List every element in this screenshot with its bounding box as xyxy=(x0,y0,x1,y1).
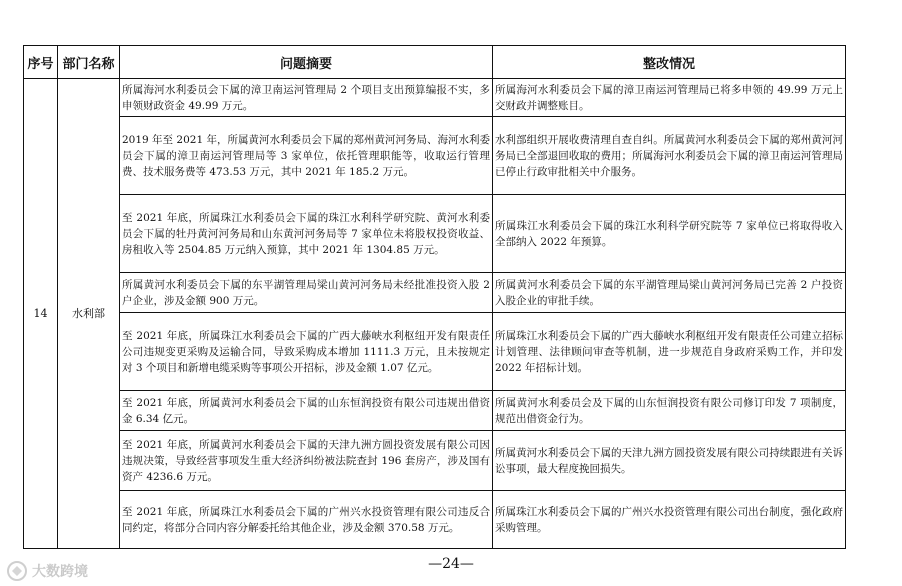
issue-cell: 至 2021 年底，所属黄河水利委员会下属的山东恒润投资有限公司违规出借资金 6.34 亿元。 xyxy=(120,391,493,431)
rectify-cell: 所属珠江水利委员会下属的广州兴水投资管理有限公司出台制度，强化政府采购管理。 xyxy=(493,491,846,549)
header-seq: 序号 xyxy=(24,46,58,79)
issue-cell: 至 2021 年底，所属珠江水利委员会下属的广西大藤峡水利枢纽开发有限责任公司违规变更采购及运输合同，导致采购成本增加 1111.3 万元，且未按规定对 3 个项目和新增电缆采购等事项公开招标，涉及金额 1.07 亿元。 xyxy=(120,313,493,391)
table-row xyxy=(24,273,846,313)
issue-cell: 至 2021 年底，所属珠江水利委员会下属的广州兴水投资管理有限公司违反合同约定，将部分合同内容分解委托给其他企业，涉及金额 370.58 万元。 xyxy=(120,491,493,549)
seq-cell: 14 xyxy=(24,79,58,549)
issue-cell: 至 2021 年底，所属黄河水利委员会下属的天津九洲方圆投资发展有限公司因违规决策，导致经营事项发生重大经济纠纷被法院查封 196 套房产，涉及国有资产 4236.6 万元。 xyxy=(120,431,493,491)
rectification-table xyxy=(23,45,846,549)
watermark-logo-icon xyxy=(6,560,28,582)
table-row xyxy=(24,79,846,117)
header-dept: 部门名称 xyxy=(58,46,120,79)
rectify-cell: 所属珠江水利委员会下属的珠江水利科学研究院等 7 家单位已将取得收入全部纳入 2022 年预算。 xyxy=(493,195,846,273)
rectify-cell: 所属黄河水利委员会及下属的山东恒润投资有限公司修订印发 7 项制度，规范出借资金行为。 xyxy=(493,391,846,431)
table-row xyxy=(24,491,846,549)
table-row xyxy=(24,313,846,391)
rectify-cell: 所属黄河水利委员会下属的天津九洲方圆投资发展有限公司持续跟进有关诉讼事项，最大程度挽回损失。 xyxy=(493,431,846,491)
rectify-cell: 所属黄河水利委员会下属的东平湖管理局梁山黄河河务局已完善 2 户投资入股企业的审批手续。 xyxy=(493,273,846,313)
watermark-text: 大数跨境 xyxy=(32,564,88,580)
page-number: —24— xyxy=(428,556,474,572)
table-row xyxy=(24,431,846,491)
watermark xyxy=(6,560,88,582)
header-issue: 问题摘要 xyxy=(120,46,493,79)
issue-cell: 所属黄河水利委员会下属的东平湖管理局梁山黄河河务局未经批准投资入股 2 户企业，涉及金额 900 万元。 xyxy=(120,273,493,313)
table-header-row xyxy=(24,46,846,79)
table-row xyxy=(24,391,846,431)
dept-cell: 水利部 xyxy=(58,79,120,549)
rectify-cell: 所属珠江水利委员会下属的广西大藤峡水利枢纽开发有限责任公司建立招标计划管理、法律顾问审查等机制，进一步规范自身政府采购工作，并印发 2022 年招标计划。 xyxy=(493,313,846,391)
table-row xyxy=(24,117,846,195)
table-row xyxy=(24,195,846,273)
issue-cell: 所属海河水利委员会下属的漳卫南运河管理局 2 个项目支出预算编报不实，多申领财政资金 49.99 万元。 xyxy=(120,79,493,117)
issue-cell: 至 2021 年底，所属珠江水利委员会下属的珠江水利科学研究院、黄河水利委员会下属的牡丹黄河河务局和山东黄河河务局等 7 家单位未将股权投资收益、房租收入等 2504.85 万元纳入预算，其中 2021 年 1304.85 万元。 xyxy=(120,195,493,273)
rectify-cell: 所属海河水利委员会下属的漳卫南运河管理局已将多申领的 49.99 万元上交财政并调整账目。 xyxy=(493,79,846,117)
header-rectify: 整改情况 xyxy=(493,46,846,79)
issue-cell: 2019 年至 2021 年，所属黄河水利委员会下属的郑州黄河河务局、海河水利委员会下属的漳卫南运河管理局等 3 家单位，依托管理职能等，收取运行管理费、技术服务费等 473.53 万元，其中 2021 年 185.2 万元。 xyxy=(120,117,493,195)
rectify-cell: 水利部组织开展收费清理自查自纠。所属黄河水利委员会下属的郑州黄河河务局已全部退回收取的费用；所属海河水利委员会下属的漳卫南运河管理局已停止行政审批相关中介服务。 xyxy=(493,117,846,195)
